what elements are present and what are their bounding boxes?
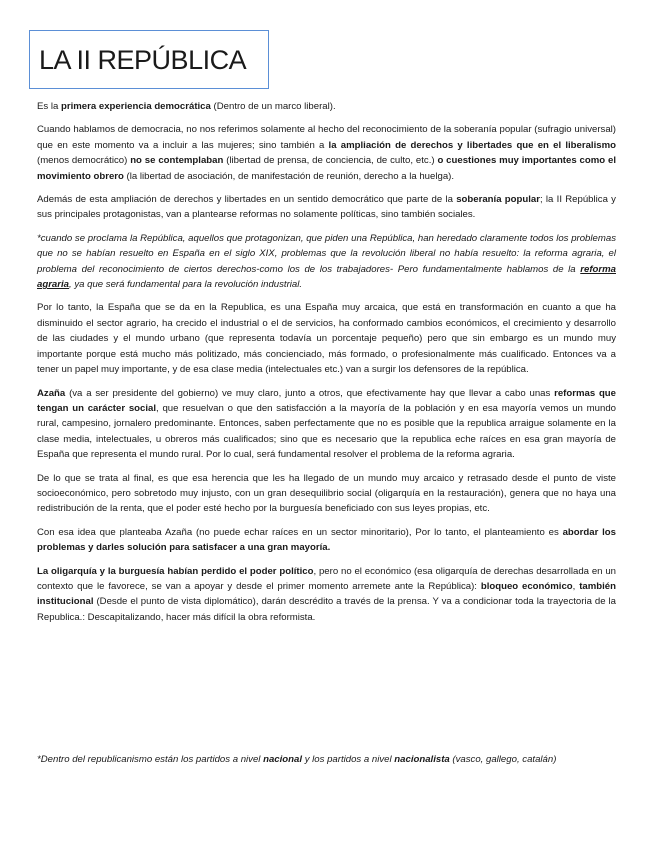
- bold-text: soberanía popular: [456, 194, 540, 206]
- bold-text: la ampliación de derechos y libertades que en el liberalismo: [328, 139, 616, 151]
- text: , que resuelvan o que den satisfacción a la mayoría de la población y en esa mayoría vemos un mundo rural, campesino, jornalero predominante. Entonces, saben perfectamente que no es posible que la republica arraigue solamente en la clase media, intelectuales, u obreros más cualificados; sino que es necesario que la republica eche raíces en esa gran mayoría de España que representa el mundo rural. Por lo cual, será fundamental resolver el problema de la reforma agraria.: [37, 402, 616, 461]
- text: (Desde el punto de vista diplomático), darán descrédito a través de la prensa. Y va a condicionar toda la trayectoria de la Republica.: Descapitalizando, hacer más difícil la obra reformista.: [37, 596, 616, 623]
- bold-text: Azaña: [37, 387, 66, 399]
- text: , ya que será fundamental para la revolución industrial.: [69, 279, 303, 291]
- bold-text: primera experiencia democrática: [61, 101, 211, 112]
- paragraph-5: Por lo tanto, la España que se da en la Republica, es una España muy arcaica, que está en transformación en cuanto a que ha disminuido el sector agrario, ha crecido el industrial o el de servicios, ha conformado cambios económicos, el crecimiento y desarrollo de las ciudades y el mundo urbano (que representa todavía un porcentaje pequeño) pero que sin embargo es un mundo muy importante porque está mucho más politizado, más concienciado, más formado, o profesionalmente más cualificado. Entonces va a tener un papel muy importante, y de esa clase media (intelectuales etc.) van a surgir los defensores de la república.: [37, 302, 616, 376]
- text: (menos democrático): [37, 155, 131, 167]
- title-box: [29, 30, 269, 89]
- text: (va a ser presidente del gobierno) ve muy claro, junto a otros, que efectivamente hay que llevar a cabo unas: [65, 387, 555, 399]
- paragraph-4: [37, 231, 616, 293]
- bold-text: reformas que tengan un carácter social: [37, 387, 617, 414]
- text: ,: [572, 580, 580, 592]
- bold-text: bloqueo económico: [480, 580, 573, 592]
- text: (Dentro de un marco liberal).: [210, 101, 336, 112]
- text: *Dentro del republicanismo están los partidos a nivel: [37, 754, 264, 765]
- bold-text: La oligarquía y la burguesía habían perdido el poder político: [37, 565, 314, 577]
- text: *cuando se proclama la República, aquellos que protagonizan, que piden una República, han heredado claramente todos los problemas que no se habían resuelto en España en el siglo XIX, problemas que la revolución liberal no había resuelto: la reforma agraria, el problema del reconocimiento de ciertos derechos-como los de los trabajadores- Pero fundamentalmente hablamos de la: [37, 232, 616, 275]
- paragraph-8: [37, 525, 616, 556]
- text: Es la: [37, 101, 61, 112]
- paragraph-6: [37, 386, 616, 463]
- text: , pero no el económico (esa oligarquía de derechas desarrollada en un contexto que le favorece, se van a apoyar y desde el primer momento arremete ante la República):: [37, 565, 616, 592]
- text: (la libertad de asociación, de manifestación de reunión, derecho a la huelga).: [123, 170, 455, 182]
- bold-text: también institucional: [37, 580, 616, 608]
- text: ; la II República y sus principales protagonistas, van a plantearse reformas no solamente políticas, sino también sociales.: [37, 194, 616, 221]
- page-title: LA II REPÚBLICA: [39, 45, 247, 75]
- paragraph-2: [37, 122, 616, 184]
- footnote: [37, 752, 627, 767]
- bold-text: no se contemplaban: [130, 155, 224, 167]
- text: Con esa idea que planteaba Azaña (no puede echar raíces en un sector minoritario), Por lo tanto, el planteamiento es: [37, 526, 563, 538]
- text: y los partidos a nivel: [302, 754, 395, 765]
- bold-text: nacionalista: [394, 754, 450, 765]
- text: (vasco, gallego, catalán): [449, 754, 557, 765]
- paragraph-3: [37, 192, 616, 223]
- paragraph-1: [37, 99, 616, 114]
- document-body: [37, 99, 616, 633]
- bold-underlined-text: reforma agraria: [37, 263, 616, 291]
- text: Además de esta ampliación de derechos y libertades en un sentido democrático que parte de la: [37, 194, 457, 206]
- paragraph-9: [37, 564, 616, 626]
- paragraph-7: De lo que se trata al final, es que esa herencia que les ha llegado de un mundo muy arcaico y retrasado desde el punto de viste socioeconómico, pero sobretodo muy injusto, con un gran desequilibrio social (oligarquía en la restauración), genera que no haya una redistribución de la renta, que el poder esté hecho por la burguesía beneficiado con sus leyes propias, etc.: [37, 472, 616, 515]
- bold-text: nacional: [263, 754, 303, 765]
- text: Cuando hablamos de democracia, no nos referimos solamente al hecho del reconocimiento de la soberanía popular (sufragio universal) que en este momento va a incluir a las mujeres; sino también a: [37, 124, 616, 151]
- text: (libertad de prensa, de conciencia, de culto, etc.): [223, 155, 438, 167]
- bold-text: o cuestiones muy importantes como el movimiento obrero: [37, 155, 616, 182]
- bold-text: abordar los problemas y darles solución para satisfacer a una gran mayoría.: [37, 526, 616, 554]
